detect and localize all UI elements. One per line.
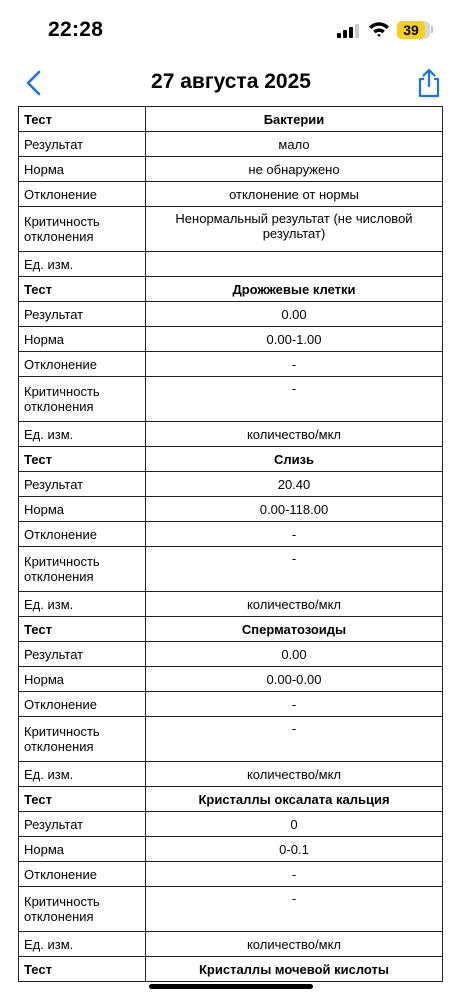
- deviation-label: Отклонение: [19, 862, 146, 887]
- deviation-row: [19, 182, 443, 207]
- norm-label: Норма: [19, 157, 146, 182]
- unit-label: Ед. изм.: [19, 252, 146, 277]
- test-label: Тест: [19, 617, 146, 642]
- unit-label: Ед. изм.: [19, 762, 146, 787]
- test-name: Сперматозоиды: [146, 617, 443, 642]
- unit-row: [19, 932, 443, 957]
- criticality-label: Критичность отклонения: [19, 547, 146, 592]
- norm-row: [19, 497, 443, 522]
- unit-row: [19, 762, 443, 787]
- criticality-row: [19, 377, 443, 422]
- home-indicator[interactable]: [149, 984, 313, 989]
- result-label: Результат: [19, 472, 146, 497]
- result-row: [19, 302, 443, 327]
- result-label: Результат: [19, 642, 146, 667]
- criticality-value: -: [146, 887, 443, 932]
- test-header-row: [19, 787, 443, 812]
- norm-row: [19, 327, 443, 352]
- results-content[interactable]: [0, 106, 462, 977]
- battery-level: 39: [403, 22, 419, 38]
- deviation-label: Отклонение: [19, 182, 146, 207]
- norm-row: [19, 157, 443, 182]
- criticality-value: -: [146, 717, 443, 762]
- battery-icon: [397, 21, 430, 39]
- unit-value: [146, 252, 443, 277]
- result-row: [19, 642, 443, 667]
- test-label: Тест: [19, 787, 146, 812]
- deviation-row: [19, 862, 443, 887]
- test-label: Тест: [19, 957, 146, 982]
- unit-label: Ед. изм.: [19, 932, 146, 957]
- share-icon: [412, 66, 446, 100]
- result-value: 0.00: [146, 302, 443, 327]
- norm-row: [19, 667, 443, 692]
- deviation-value: -: [146, 522, 443, 547]
- deviation-label: Отклонение: [19, 352, 146, 377]
- criticality-row: [19, 717, 443, 762]
- norm-value: 0-0.1: [146, 837, 443, 862]
- result-value: мало: [146, 132, 443, 157]
- criticality-label: Критичность отклонения: [19, 887, 146, 932]
- unit-label: Ед. изм.: [19, 592, 146, 617]
- criticality-label: Критичность отклонения: [19, 207, 146, 252]
- norm-label: Норма: [19, 667, 146, 692]
- result-label: Результат: [19, 132, 146, 157]
- test-name: Бактерии: [146, 107, 443, 132]
- result-label: Результат: [19, 812, 146, 837]
- deviation-value: отклонение от нормы: [146, 182, 443, 207]
- nav-bar: [0, 60, 462, 106]
- deviation-value: -: [146, 352, 443, 377]
- battery-cap: [431, 26, 433, 33]
- result-row: [19, 812, 443, 837]
- deviation-value: -: [146, 692, 443, 717]
- result-row: [19, 132, 443, 157]
- test-name: Кристаллы оксалата кальция: [146, 787, 443, 812]
- test-header-row: [19, 107, 443, 132]
- unit-value: количество/мкл: [146, 932, 443, 957]
- unit-value: количество/мкл: [146, 422, 443, 447]
- test-label: Тест: [19, 277, 146, 302]
- norm-label: Норма: [19, 837, 146, 862]
- criticality-value: -: [146, 547, 443, 592]
- cellular-signal-icon: [337, 24, 359, 38]
- results-table: [18, 106, 443, 982]
- page-title: 27 августа 2025: [151, 70, 311, 93]
- criticality-row: [19, 547, 443, 592]
- test-name: Дрожжевые клетки: [146, 277, 443, 302]
- criticality-value: -: [146, 377, 443, 422]
- test-header-row: [19, 447, 443, 472]
- test-label: Тест: [19, 447, 146, 472]
- test-label: Тест: [19, 107, 146, 132]
- unit-label: Ед. изм.: [19, 422, 146, 447]
- result-value: 0: [146, 812, 443, 837]
- unit-row: [19, 592, 443, 617]
- criticality-label: Критичность отклонения: [19, 717, 146, 762]
- criticality-label: Критичность отклонения: [19, 377, 146, 422]
- test-header-row: [19, 277, 443, 302]
- norm-label: Норма: [19, 497, 146, 522]
- criticality-row: [19, 887, 443, 932]
- criticality-value: Ненормальный результат (не числовой результат): [146, 207, 443, 252]
- norm-value: 0.00-0.00: [146, 667, 443, 692]
- result-row: [19, 472, 443, 497]
- unit-row: [19, 422, 443, 447]
- status-bar: [0, 0, 462, 60]
- result-label: Результат: [19, 302, 146, 327]
- test-header-row: [19, 617, 443, 642]
- norm-value: 0.00-1.00: [146, 327, 443, 352]
- wifi-icon: [368, 20, 390, 38]
- status-time: 22:28: [48, 18, 104, 41]
- test-name: Слизь: [146, 447, 443, 472]
- norm-row: [19, 837, 443, 862]
- result-value: 0.00: [146, 642, 443, 667]
- norm-value: не обнаружено: [146, 157, 443, 182]
- unit-value: количество/мкл: [146, 762, 443, 787]
- deviation-label: Отклонение: [19, 692, 146, 717]
- deviation-row: [19, 352, 443, 377]
- deviation-label: Отклонение: [19, 522, 146, 547]
- unit-value: количество/мкл: [146, 592, 443, 617]
- norm-value: 0.00-118.00: [146, 497, 443, 522]
- share-button[interactable]: [412, 66, 446, 100]
- deviation-row: [19, 692, 443, 717]
- test-name: Кристаллы мочевой кислоты: [146, 957, 443, 982]
- deviation-value: -: [146, 862, 443, 887]
- test-header-row: [19, 957, 443, 982]
- criticality-row: [19, 207, 443, 252]
- result-value: 20.40: [146, 472, 443, 497]
- norm-label: Норма: [19, 327, 146, 352]
- unit-row: [19, 252, 443, 277]
- deviation-row: [19, 522, 443, 547]
